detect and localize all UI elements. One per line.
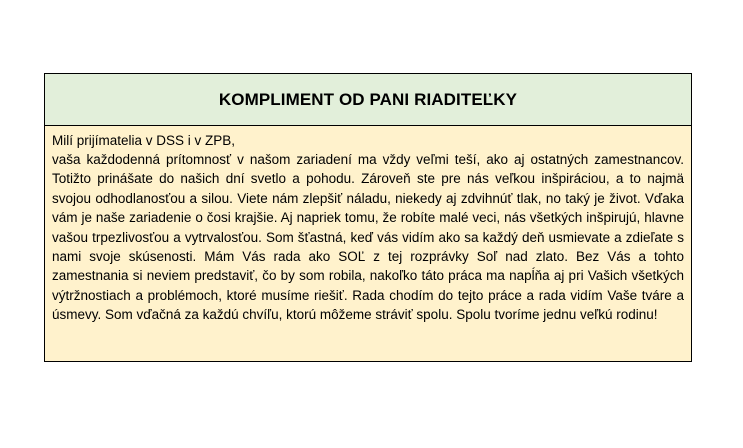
body-paragraph: vaša každodenná prítomnosť v našom zariadení ma vždy veľmi teší, ako aj ostatných zamestnancov. Totižto prinášate do našich dní svetlo a pohodu. Zároveň ste pre nás veľkou inšpiráciou, a to najmä svojou odhodlanosťou a silou. Viete nám zlepšiť náladu, niekedy aj zdvihnúť tlak, no taký je život. Vďaka vám je naše zariadenie o čosi krajšie. Aj napriek tomu, že robíte malé veci, nás všetkých inšpirujú, hlavne vašou trpezlivosťou a vytrvalosťou. Som šťastná, keď vás vidím ako sa každý deň usmievate a zdieľate s nami svoje skúsenosti. Mám Vás rada ako SOĽ z tej rozprávky Soľ nad zlato. Bez Vás a tohto zamestnania si neviem predstaviť, čo by som robila, nakoľko táto práca ma napĺňa aj pri Vašich všetkých výtržnostiach a problémoch, ktoré musíme riešiť. Rada chodím do tejto práce a rada vidím Vaše tváre a úsmevy. Som vďačná za každú chvíľu, ktorú môžeme stráviť spolu. Spolu tvoríme jednu veľkú rodinu! [52,152,684,323]
title-cell [45,74,691,126]
document-title: KOMPLIMENT OD PANI RIADITEĽKY [218,89,518,109]
body-cell [45,126,691,361]
greeting-line: Milí prijímatelia v DSS i v ZPB, [52,133,236,148]
compliment-table [44,73,692,362]
